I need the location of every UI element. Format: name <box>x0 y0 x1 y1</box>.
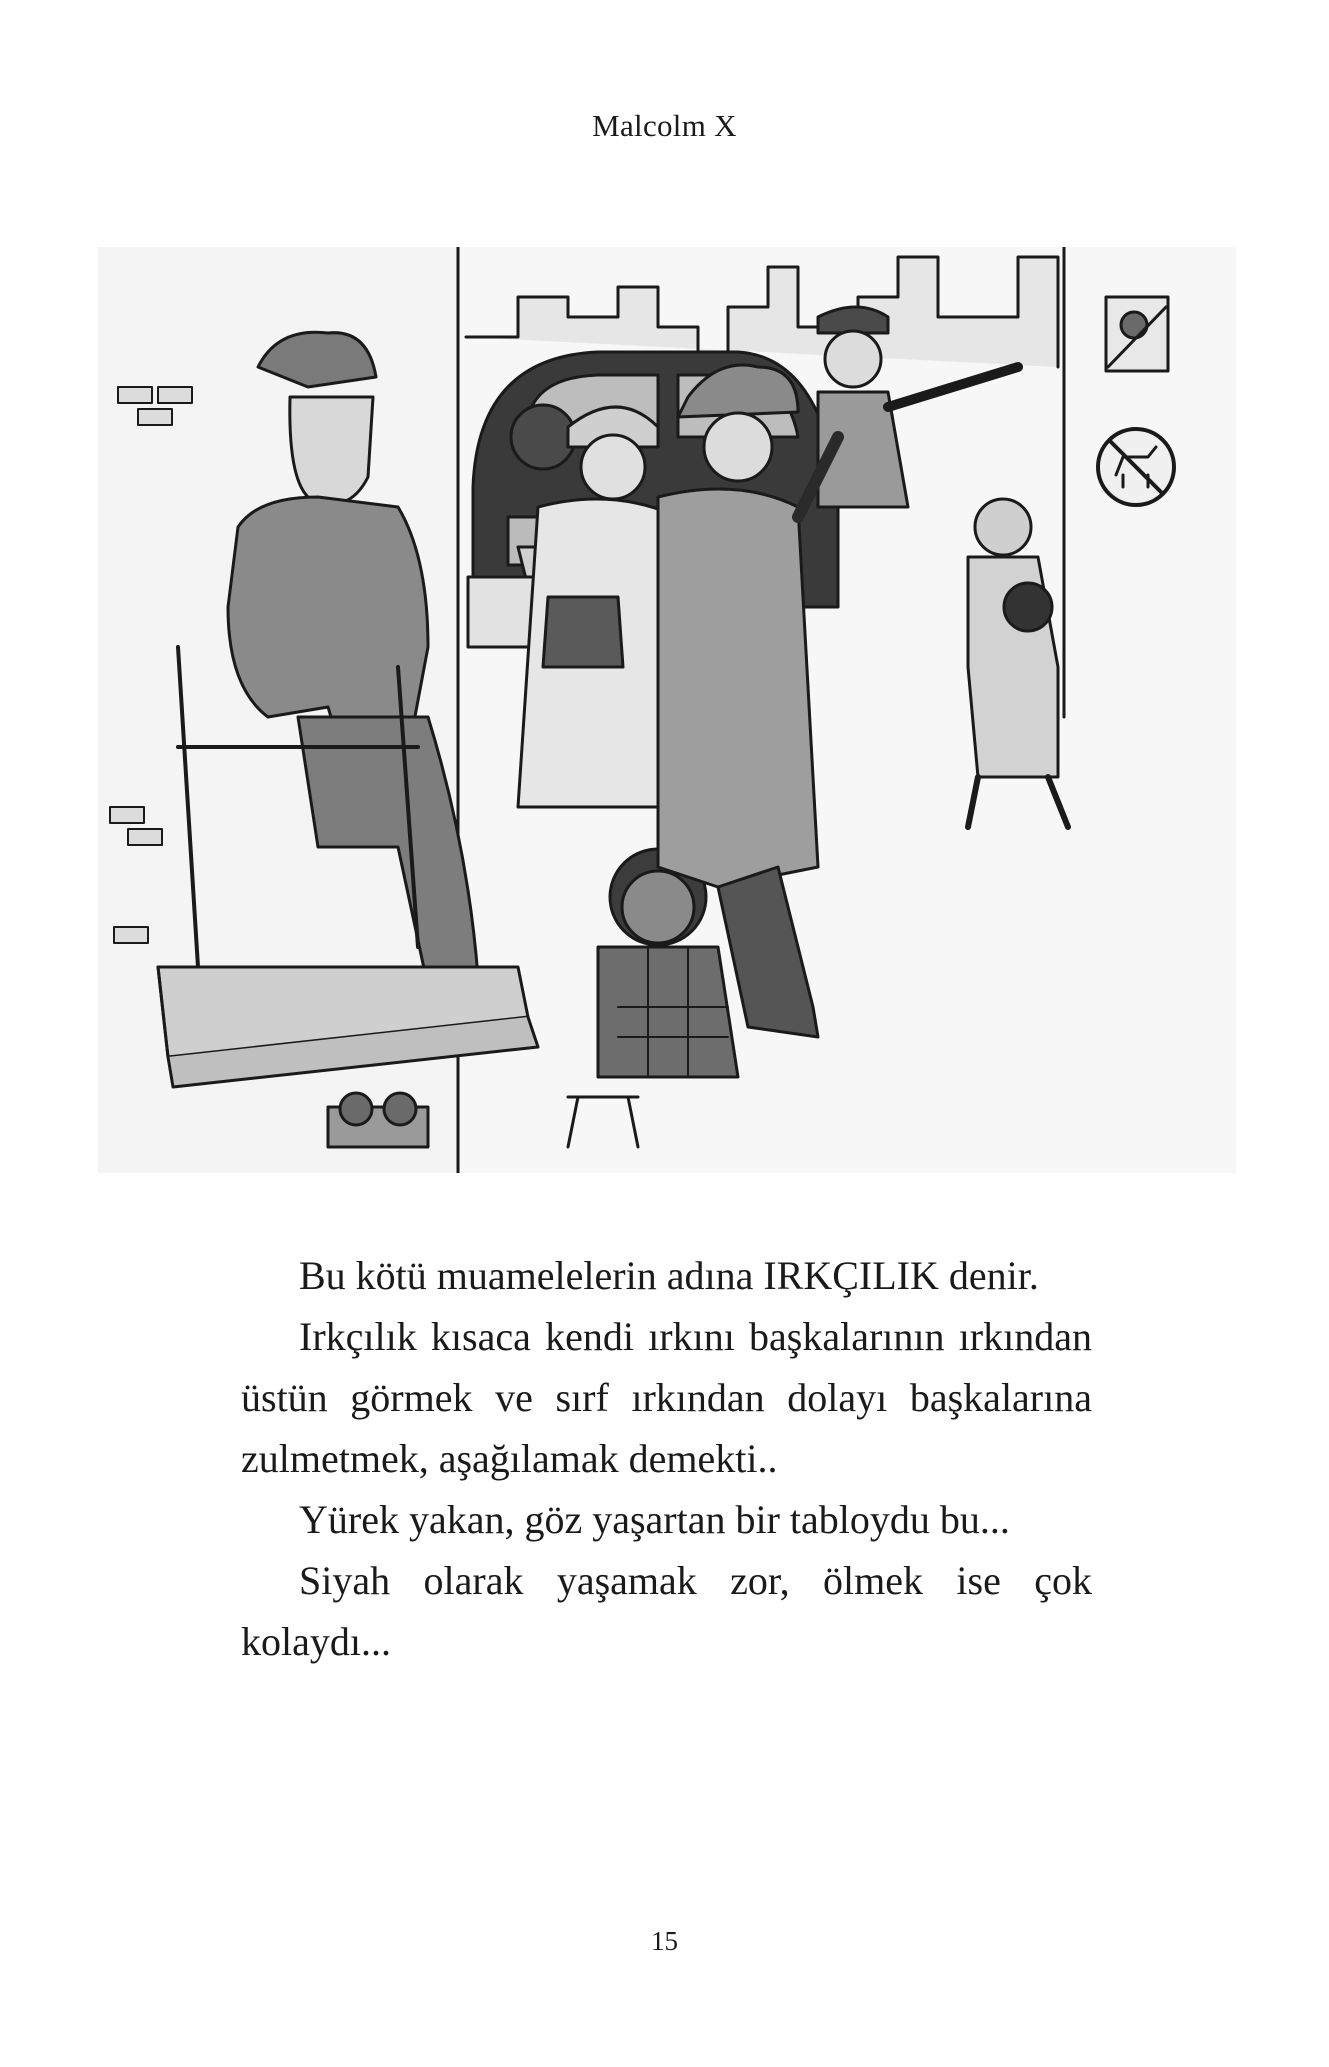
running-header: Malcolm X <box>592 108 737 143</box>
paragraph: Bu kötü muamelelerin adına IRKÇILIK denir. <box>299 1253 1039 1298</box>
page-number: 15 <box>651 1926 678 1956</box>
street-scene-illustration <box>98 247 1236 1173</box>
paragraph: Yürek yakan, göz yaşartan bir tabloydu bu... <box>299 1497 1010 1542</box>
body-text <box>241 1245 1092 1672</box>
paragraph: Irkçılık kısaca kendi ırkını başkalarının ırkından üstün görmek ve sırf ırkından dolayı başkalarına zulmetmek, aşağılamak demekti.. <box>241 1314 1092 1481</box>
no-dogs-sign-icon <box>1098 429 1174 505</box>
wanted-poster-icon <box>1106 297 1168 371</box>
paragraph: Siyah olarak yaşamak zor, ölmek ise çok kolaydı... <box>241 1558 1092 1664</box>
